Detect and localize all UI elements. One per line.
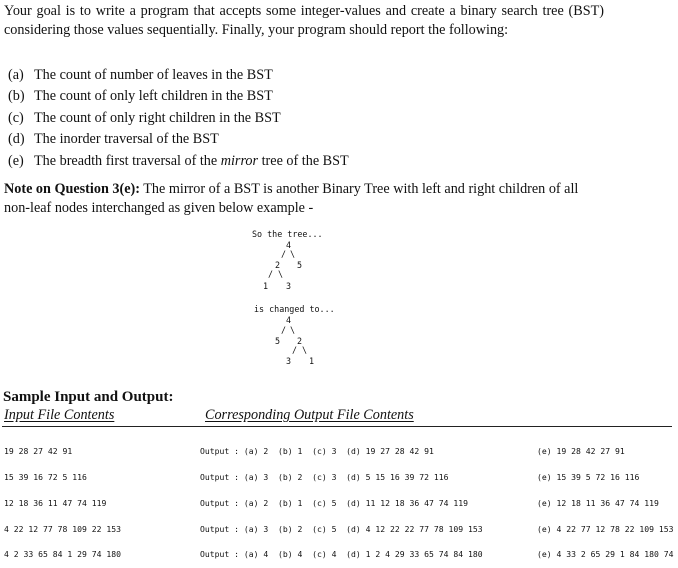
output-line: Output : (a) 3 (b) 2 (c) 3 (d) 5 15 16 39 72 116	[200, 471, 449, 482]
list-item	[8, 129, 349, 150]
list-item	[8, 65, 349, 86]
tree-node: 4	[286, 315, 292, 325]
output-line: Output : (a) 3 (b) 2 (c) 5 (d) 4 12 22 22 77 78 109 153	[200, 523, 483, 534]
output-file-contents	[200, 430, 483, 568]
tree-node: 4	[286, 240, 292, 250]
tree-edge: /	[292, 345, 298, 355]
input-file-contents	[4, 430, 121, 568]
tree-edge: \	[290, 325, 296, 335]
list-marker: (d)	[8, 131, 25, 148]
output-line: Output : (a) 2 (b) 1 (c) 5 (d) 11 12 18 36 47 74 119	[200, 497, 469, 508]
mirror-output-line: (e) 12 18 11 36 47 74 119	[537, 497, 659, 508]
list-marker: (a)	[8, 67, 24, 83]
list-item-text: The inorder traversal of the BST	[34, 131, 219, 148]
input-line: 19 28 27 42 91	[4, 446, 73, 457]
mirror-output-line: (e) 4 22 77 12 78 22 109 153	[537, 523, 674, 534]
list-marker: (e)	[8, 152, 24, 169]
input-line: 4 22 12 77 78 109 22 153	[4, 523, 121, 534]
table-divider	[2, 426, 672, 427]
list-marker: (b)	[8, 88, 25, 105]
note-text: The mirror of a BST is another Binary Tree with left and right children of all non-leaf nodes interchanged as given below example -	[4, 181, 579, 216]
tree-node: 5	[297, 260, 303, 270]
tree-caption-original: So the tree...	[252, 229, 323, 239]
mirror-output-contents	[537, 430, 673, 568]
list-item-text: The count of number of leaves in the BST	[34, 67, 273, 83]
list-item-text: tree of the BST	[258, 152, 349, 169]
list-item-text: The count of only right children in the BST	[34, 109, 281, 126]
tree-edge: \	[290, 249, 296, 259]
tree-node: 1	[263, 281, 269, 291]
output-line: Output : (a) 2 (b) 1 (c) 3 (d) 19 27 28 42 91	[200, 446, 434, 457]
output-file-heading: Corresponding Output File Contents	[205, 407, 414, 423]
list-item-text: The breadth first traversal of the	[34, 152, 221, 169]
list-item	[8, 108, 349, 129]
tree-node: 3	[286, 356, 292, 366]
input-file-heading: Input File Contents	[4, 407, 115, 423]
list-marker: (c)	[8, 109, 24, 126]
sample-heading: Sample Input and Output:	[3, 389, 174, 405]
input-line: 15 39 16 72 5 116	[4, 471, 87, 482]
note-label: Note on Question 3(e):	[4, 181, 140, 197]
mirror-output-line: (e) 15 39 5 72 16 116	[537, 471, 640, 482]
output-line: Output : (a) 4 (b) 4 (c) 4 (d) 1 2 4 29 33 65 74 84 180	[200, 549, 483, 560]
list-item-emphasis: mirror	[220, 152, 259, 169]
input-line: 4 2 33 65 84 1 29 74 180	[4, 549, 121, 560]
mirror-output-line: (e) 4 33 2 65 29 1 84 180 74	[537, 549, 674, 560]
note-paragraph	[4, 180, 604, 217]
tree-edge: /	[281, 249, 287, 259]
list-item-text: The count of only left children in the BST	[34, 88, 273, 105]
list-item	[8, 86, 349, 107]
tree-edge: /	[268, 269, 274, 279]
tree-node: 3	[286, 281, 292, 291]
requirements-list	[8, 65, 349, 172]
mirror-output-line: (e) 19 28 42 27 91	[537, 446, 625, 457]
tree-node: 2	[275, 260, 281, 270]
intro-paragraph: Your goal is to write a program that accepts some integer-values and create a binary search tree (BST) considering those values sequentially. Finally, your program should report the following:	[4, 3, 604, 38]
list-item	[8, 151, 349, 172]
input-line: 12 18 36 11 47 74 119	[4, 497, 107, 508]
tree-node: 5	[275, 336, 281, 346]
tree-edge: \	[278, 269, 284, 279]
tree-node: 2	[297, 336, 303, 346]
tree-edge: \	[302, 345, 308, 355]
tree-edge: /	[281, 325, 287, 335]
tree-caption-mirror: is changed to...	[254, 304, 335, 314]
tree-node: 1	[309, 356, 315, 366]
